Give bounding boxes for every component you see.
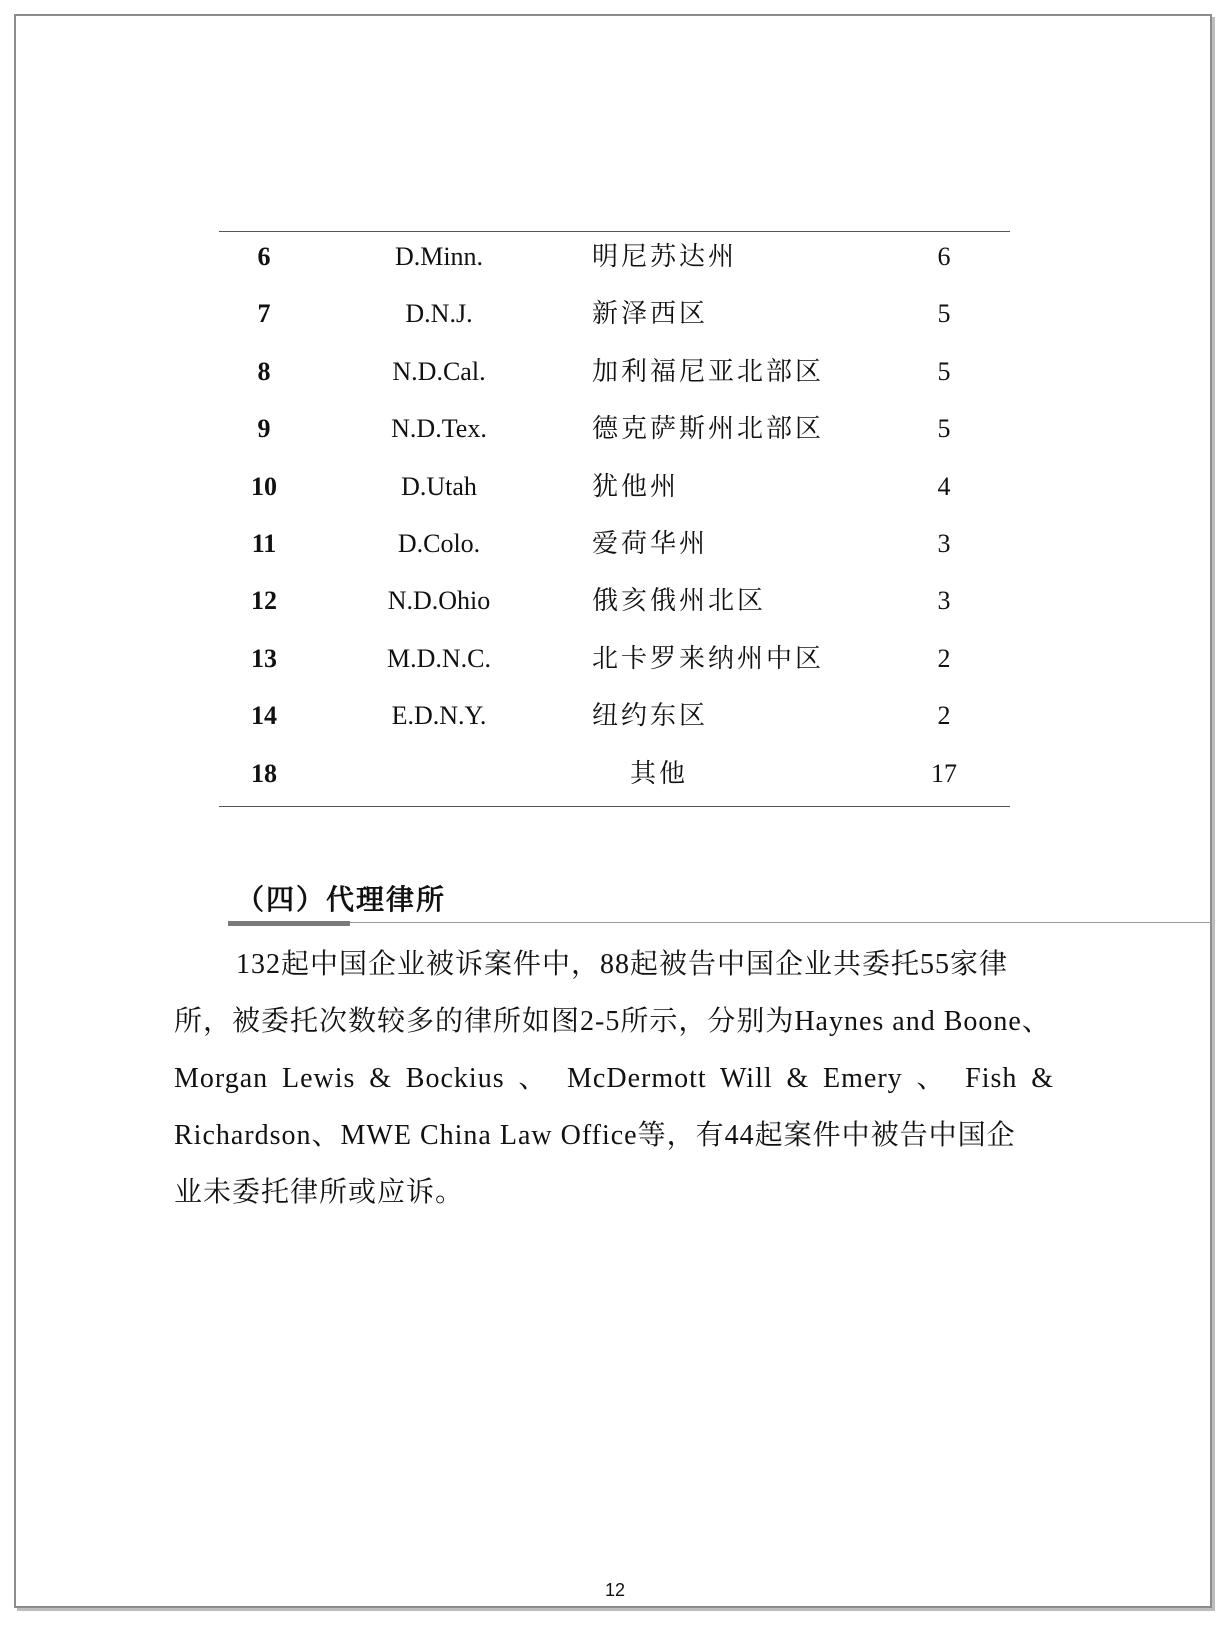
abbr-cell: D.Utah [401, 471, 477, 501]
table-row [219, 576, 1010, 633]
rank-cell: 18 [251, 758, 277, 788]
count-cell: 5 [937, 414, 951, 444]
district-name-cell: 俄亥俄州北区 [592, 586, 767, 617]
other-label-cell: 其他 [629, 758, 688, 789]
abbr-cell: D.Minn. [394, 242, 484, 271]
count-cell: 5 [937, 299, 951, 329]
district-name-cell: 德克萨斯州北部区 [592, 414, 825, 445]
rank-cell: 13 [251, 643, 277, 673]
abbr-cell: M.D.N.C. [386, 643, 491, 673]
section-heading: （四）代理律所 [236, 883, 447, 916]
rank-cell: 10 [251, 471, 277, 501]
rank-cell: 14 [251, 701, 277, 731]
table-row [219, 462, 1010, 519]
district-name-cell: 明尼苏达州 [592, 242, 738, 272]
count-cell: 5 [937, 356, 951, 386]
heading-rule [350, 922, 1212, 923]
abbr-cell: D.N.J. [405, 299, 473, 329]
count-cell: 3 [937, 528, 951, 558]
rank-cell: 7 [257, 299, 271, 329]
table-row [219, 404, 1010, 461]
table-row [219, 347, 1010, 404]
district-name-cell: 加利福尼亚北部区 [592, 356, 825, 387]
paragraph-line: Morgan Lewis & Bockius 、 McDermott Will & Emery 、 Fish & [174, 1063, 1054, 1094]
table-row [219, 634, 1010, 691]
count-cell: 17 [931, 758, 957, 788]
rank-cell: 12 [251, 586, 277, 616]
count-cell: 2 [937, 701, 951, 731]
abbr-cell: N.D.Cal. [392, 356, 486, 386]
district-name-cell: 纽约东区 [592, 701, 709, 732]
district-name-cell: 北卡罗来纳州中区 [592, 643, 825, 674]
table-row [219, 691, 1010, 748]
paragraph-line: 132起中国企业被诉案件中，88起被告中国企业共委托55家律 [236, 949, 1009, 980]
district-name-cell: 爱荷华州 [592, 528, 709, 559]
count-cell: 3 [937, 586, 951, 616]
abbr-cell: N.D.Tex. [391, 414, 487, 444]
table-row [219, 289, 1010, 346]
rank-cell: 6 [257, 242, 271, 271]
rank-cell: 9 [257, 414, 271, 444]
heading-rule-accent [228, 921, 350, 926]
paragraph-line: 所，被委托次数较多的律所如图2-5所示，分别为Haynes and Boone、 [174, 1006, 1051, 1037]
body-paragraph [174, 936, 1054, 1221]
count-cell: 6 [937, 242, 951, 271]
paragraph-line: 业未委托律所或应诉。 [174, 1177, 465, 1208]
count-cell: 4 [937, 471, 951, 501]
rank-cell: 11 [251, 528, 277, 558]
district-name-cell: 新泽西区 [592, 299, 709, 330]
district-name-cell: 犹他州 [592, 471, 680, 502]
paragraph-line: Richardson、MWE China Law Office等，有44起案件中被告中国企 [174, 1120, 1016, 1151]
page-number: 12 [604, 1580, 626, 1600]
rank-cell: 8 [257, 356, 271, 386]
table-row-other [219, 749, 1010, 806]
district-table [219, 231, 1010, 807]
abbr-cell: N.D.Ohio [387, 586, 491, 616]
abbr-cell: E.D.N.Y. [391, 701, 487, 731]
abbr-cell: D.Colo. [397, 528, 481, 558]
count-cell: 2 [937, 643, 951, 673]
table-row [219, 519, 1010, 576]
table-bottom-rule [219, 806, 1010, 807]
table-row [219, 232, 1010, 289]
